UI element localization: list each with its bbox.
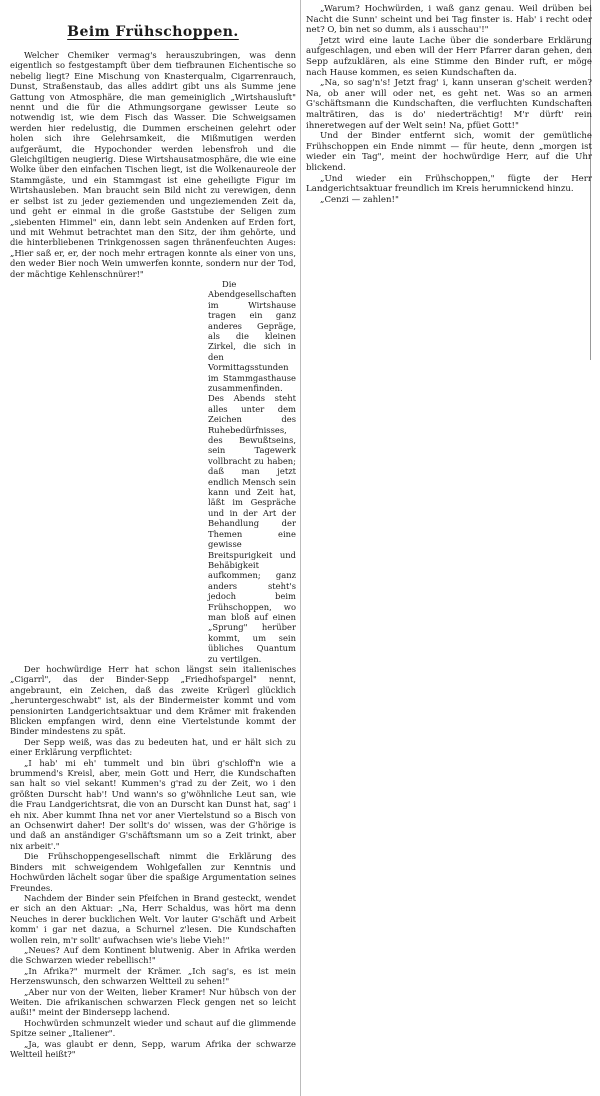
paragraph: Jetzt wird eine laute Lache über die sonderbare Erklärung aufgeschlagen, und eben will der Herr Pfarrer daran gehen, den Sepp aufzuklären, als eine Stimme den Binder ruft, er möge nach Hause kommen, es seien Kundschaften da. xyxy=(306,35,592,78)
paragraph: „In Afrika?" murmelt der Krämer. „Ich sag's, es ist mein Herzenswunsch, den schwarzen Weltteil zu sehen!" xyxy=(10,965,296,987)
article-title: Beim Frühschoppen. xyxy=(67,24,239,40)
paragraph: „Und wieder ein Frühschoppen," fügte der Herr Landgerichtsaktuar freundlich im Kreis herumnickend hinzu. xyxy=(306,173,592,195)
column-divider xyxy=(300,0,301,1096)
paragraph: „Warum? Hochwürden, i waß ganz genau. Weil drüben bei Nacht die Sunn' scheint und bei Tag finster is. Hab' i recht oder net? O, bin net so dumm, als i ausschau'!" xyxy=(306,4,592,36)
article-left-column xyxy=(10,0,296,1096)
paragraph: „Ja, was glaubt er denn, Sepp, warum Afrika der schwarze Weltteil heißt?" xyxy=(10,1038,296,1059)
paragraph: „Neues? Auf dem Kontinent blutwenig. Aber in Afrika werden die Schwarzen wieder rebellisch!" xyxy=(10,944,296,966)
paragraph: Die Abendgesellschaften im Wirtshause tragen ein ganz anderes Gepräge, als die kleinen Zirkel, die sich in den Vormittagsstunden im Stammgasthause zusammenfinden. Des Abends steht alles unter dem Zeichen des Ruhebedürfnisses, des Bewußtseins, sein Tagewerk vollbracht zu haben; daß man jetzt endlich Mensch sein kann und Zeit hat, läßt im Gespräche und in der Art der Behandlung der Themen eine gewisse Breitspurigkeit und Behäbigkeit aufkommen; ganz anders steht's jedoch beim Frühschoppen, wo man bloß auf einen „Sprung" herüber kommt, um sein übliches Quantum zu vertilgen. xyxy=(208,278,296,664)
paragraph: Der hochwürdige Herr hat schon längst sein italienisches „Cigarrl", das der Binder-Sepp „Friedhofspargel" nennt, angebraunt, ein Zeichen, daß das zweite Krügerl glücklich „heruntergeschwabt" ist, als der Bindermeister kommt und vom pensionirten Landgerichtsaktuar und dem Krämer mit frakenden Blicken empfangen wird, denn eine Viertelstunde kommt der Binder mindestens zu spät. xyxy=(10,663,296,737)
paragraph: Und der Binder entfernt sich, womit der gemütliche Frühschoppen ein Ende nimmt — für heute, denn „morgen ist wieder ein Tag", meint der hochwürdige Herr, auf die Uhr blickend. xyxy=(306,131,592,173)
paragraph: „Cenzi — zahlen!" xyxy=(320,194,399,205)
paragraph: Nachdem der Binder sein Pfeifchen in Brand gesteckt, wendet er sich an den Aktuar: „Na, Herr Schaldus, was hört ma denn Neuches in derer bucklichen Welt. Vor lauter G'schäft und Arbeit komm' i gar net dazua, a Schurnel z'lesen. Die Kundschaften wollen rein, m'r sollt' aufwachsen wie's liebe Vieh!" xyxy=(10,892,296,945)
paragraph: Hochwürden schmunzelt wieder und schaut auf die glimmende Spitze seiner „Italiener". xyxy=(10,1017,296,1039)
paragraph: Welcher Chemiker vermag's herauszubringen, was denn eigentlich so festgestampft über dem tiefbraunen Eichentische so nebelig liegt? Eine Mischung von Knasterqualm, Cigarrenrauch, Dunst, Straßenstaub, das alles addirt gibt uns als Summe jene Gattung von Atmosphäre, die man gemeiniglich „Wirtshausluft" nennt und die für die Athmungsorgane gewisser Leute so notwendig ist, wie dem Fisch das Wasser. Die Schweigsamen werden hier redelustig, die Dummen erscheinen gelehrt oder holen sich ihre Gelehrsamkeit, die Mißmutigen werden aufgeräumt, die Hypochonder werden lebensfroh und die Gleichgiltigen neugierig. Diese Wirtshausatmosphäre, die wie eine Wolke über den einfachen Tischen liegt, ist die Wolkenaureole der Stammgäste, und ein Stammgast ist eine geheiligte Figur im Wirtshausleben. Man braucht sein Bild nicht zu verewigen, denn er selbst ist zu jeder geziemenden und ungeziemenden Zeit da, und geht er einmal in die große Gaststube der Seligen zum „siebenten Himmel" ein, dann lebt sein Andenken auf Erden fort, und mit Wehmut betrachtet man den Sitz, der ihm gehörte, und die hinterbliebenen Trinkgenossen sagen thränenfeuchten Auges: „Hier saß er, er, der noch mehr ertragen konnte als einer von uns, den weder Bier noch Wein umwerfen konnte, sondern nur der Tod, der mächtige Kehlenschnürer!" xyxy=(10,50,296,279)
paragraph: Der Sepp weiß, was das zu bedeuten hat, und er hält sich zu einer Erklärung verpflichtet: xyxy=(10,736,296,758)
paragraph: „I hab' mi eh' tummelt und bin übri g'schloff'n wie a brummend's Kreisl, aber, mein Gott und Herr, die Kundschaften san halt so viel sekant! Kummen's g'rad zu der Zeit, wo i den größten Durscht hab'! Und wann's so g'wöhnliche Leut san, wie die Frau Landgerichtsrat, die von an Durscht kan Dunst hat, sag' i eh nix. Aber kummt Ihna net vor aner Viertelstund so a Bisch von an Ochsenwirt daher! Der sollt's do' wissen, was der G'hörige is und daß an anständiger G'schäftsmann um so a Zeit trinkt, aber nix arbeit'." xyxy=(10,757,296,851)
paragraph: „Na, so sag'n's! Jetzt frag' i, kann unseran g'scheit werden? Na, ob aner will oder net, es geht net. Was so an armen G'schäftsmann die Kundschaften, die verfluchten Kundschaften malträtiren, das is do' niederträchtig! M'r dürft' rein ihneretwegen auf der Welt sein! Na, pfüet Gott!" xyxy=(306,78,592,131)
paragraph: Die Frühschoppengesellschaft nimmt die Erklärung des Binders mit schweigendem Wohlgefallen zur Kenntnis und Hochwürden lächelt sogar über die spaßige Argumentation seines Freundes. xyxy=(10,851,296,893)
paragraph: „Aber nur von der Weiten, lieber Kramer! Nur hübsch von der Weiten. Die afrikanischen schwarzen Fleck gengen net so leicht außi!" meint der Bindersepp lachend. xyxy=(10,986,296,1018)
article-right-column xyxy=(306,4,592,360)
